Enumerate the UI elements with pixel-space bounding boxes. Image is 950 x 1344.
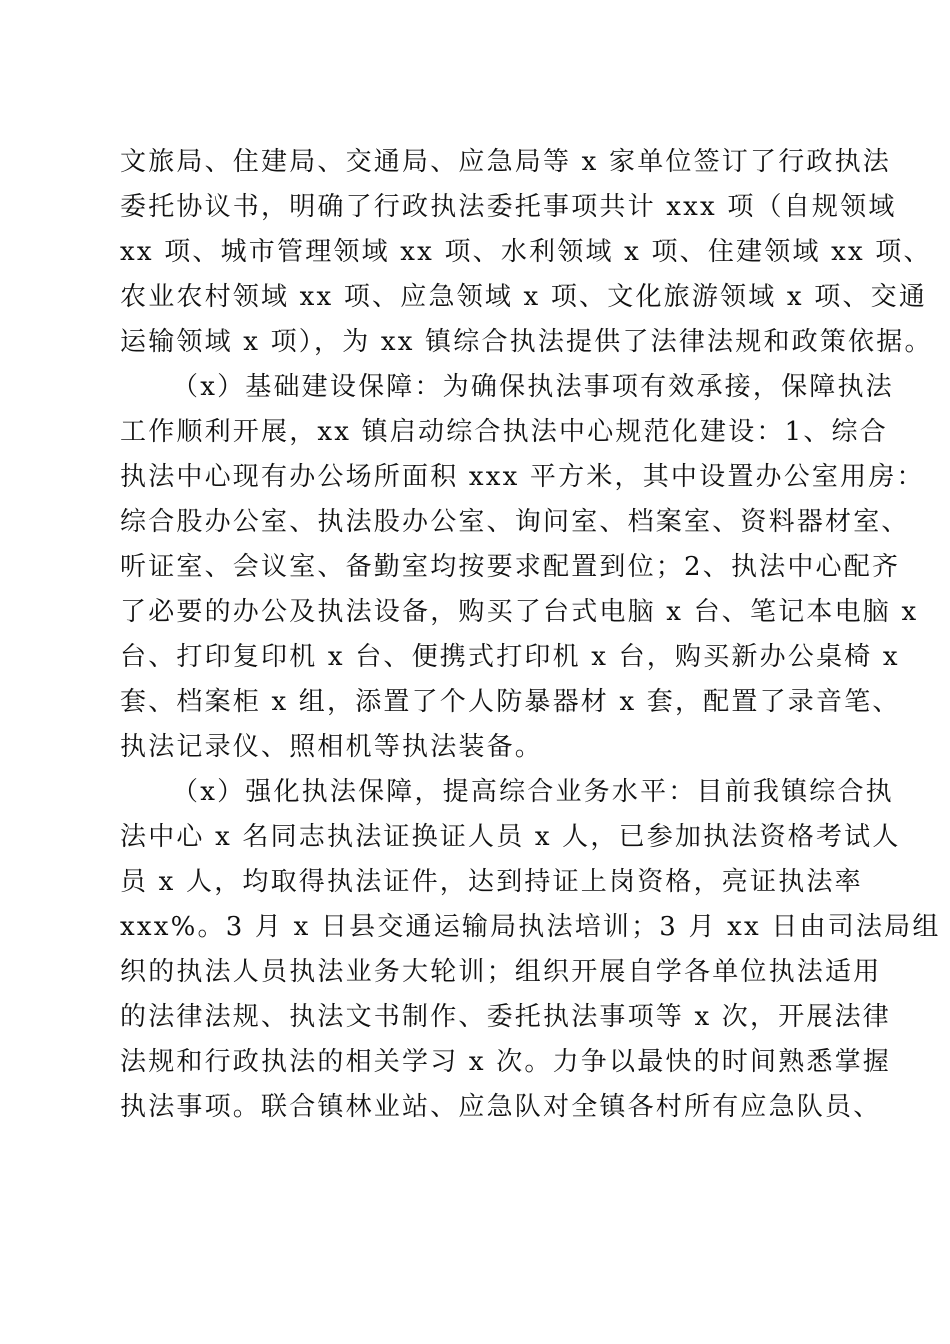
body-text-line: 文旅局、住建局、交通局、应急局等 x 家单位签订了行政执法 bbox=[120, 147, 891, 177]
body-text-line: 听证室、会议室、备勤室均按要求配置到位；2、执法中心配齐 bbox=[120, 552, 901, 582]
body-text-line: 织的执法人员执法业务大轮训；组织开展自学各单位执法适用 bbox=[120, 957, 882, 987]
body-text-line: 综合股办公室、执法股办公室、询问室、档案室、资料器材室、 bbox=[120, 507, 910, 537]
body-text-line: 法中心 x 名同志执法证换证人员 x 人，已参加执法资格考试人 bbox=[120, 822, 901, 852]
body-text-line: xxx%。3 月 x 日县交通运输局执法培训；3 月 xx 日由司法局组 bbox=[120, 912, 941, 942]
body-text-line: 台、打印复印机 x 台、便携式打印机 x 台，购买新办公桌椅 x bbox=[120, 642, 900, 672]
body-text-line: 套、档案柜 x 组，添置了个人防暴器材 x 套，配置了录音笔、 bbox=[120, 687, 901, 717]
body-text-line: 了必要的办公及执法设备，购买了台式电脑 x 台、笔记本电脑 x bbox=[120, 597, 919, 627]
paragraph-start-line: （x）基础建设保障：为确保执法事项有效承接，保障执法 bbox=[172, 372, 894, 402]
body-text-line: 的法律法规、执法文书制作、委托执法事项等 x 次，开展法律 bbox=[120, 1002, 891, 1032]
paragraph-start-line: （x）强化执法保障，提高综合业务水平：目前我镇综合执 bbox=[172, 777, 894, 807]
body-text-line: 执法记录仪、照相机等执法装备。 bbox=[120, 732, 544, 762]
body-text-line: 法规和行政执法的相关学习 x 次。力争以最快的时间熟悉掌握 bbox=[120, 1047, 891, 1077]
body-text-line: 执法中心现有办公场所面积 xxx 平方米，其中设置办公室用房： bbox=[120, 462, 925, 492]
body-text-line: 员 x 人，均取得执法证件，达到持证上岗资格，亮证执法率 bbox=[120, 867, 863, 897]
body-text-line: xx 项、城市管理领域 xx 项、水利领域 x 项、住建领域 xx 项、 bbox=[120, 237, 932, 267]
body-text-line: 运输领域 x 项），为 xx 镇综合执法提供了法律法规和政策依据。 bbox=[120, 327, 933, 357]
body-text-line: 委托协议书，明确了行政执法委托事项共计 xxx 项（自规领域 bbox=[120, 192, 897, 222]
body-text-line: 执法事项。联合镇林业站、应急队对全镇各村所有应急队员、 bbox=[120, 1092, 882, 1122]
body-text-line: 工作顺利开展，xx 镇启动综合执法中心规范化建设：1、综合 bbox=[120, 417, 888, 447]
body-text-line: 农业农村领域 xx 项、应急领域 x 项、文化旅游领域 x 项、交通 bbox=[120, 282, 928, 312]
